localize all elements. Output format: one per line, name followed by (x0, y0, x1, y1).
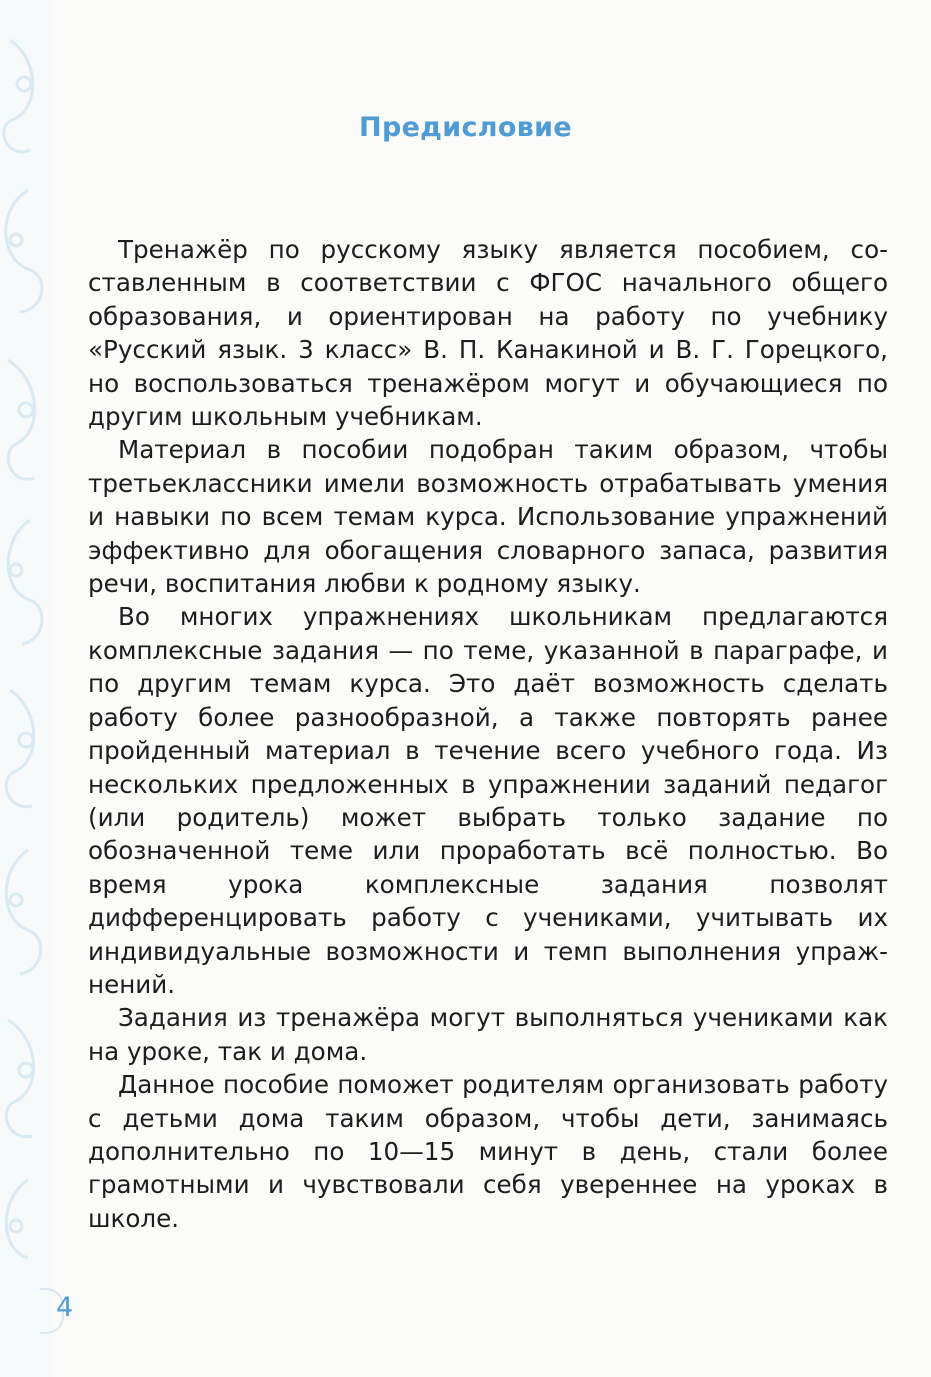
paragraph: Задания из тренажёра могут выполняться учениками как на уроке, так и дома. (88, 1003, 888, 1066)
page-title: Предисловие (359, 112, 572, 143)
swirl-ornament-icon (0, 0, 52, 1377)
preface-body (88, 233, 888, 1235)
page-number: 4 (56, 1292, 74, 1323)
paragraph: Тренажёр по русскому языку является пособием, составленным в соответствии с ФГОС начального общего образования, и ориентирован на работу по учебнику «Русский язык. 3 класс» В. П. Канакиной и В. Г. Горецкого, но воспользоваться тренажёром могут и обучающиеся по другим школьным учебникам. (88, 235, 888, 432)
paragraph: Материал в пособии подобран таким образом, чтобы третьеклассники имели возможность отрабатывать умения и навыки по всем темам курса. Использование упражнений эффективно для обогащения словарного запаса, развития речи, воспитания любви к родному языку. (88, 435, 888, 599)
paragraph: Во многих упражнениях школьникам предлагаются комплексные задания — по теме, указанной в параграфе, и по другим темам курса. Это даёт возможность сделать работу более разнообразной, а также повторять ранее пройденный материал в течение всего учебного года. Из нескольких предложенных в упражнении заданий педагог (или родитель) может выбрать только задание по обозначенной теме или проработать всё полностью. Во время урока комплексные задания позволят дифференцировать работу с учениками, учитывать их индивидуальные возможности и темп выполнения упражнений. (88, 602, 888, 999)
paragraph: Данное пособие поможет родителям организовать работу с детьми дома таким образом, чтобы дети, занимаясь дополнительно по 10—15 минут в день, стали более грамотными и чувствовали себя увереннее на уроках в школе. (88, 1070, 888, 1233)
